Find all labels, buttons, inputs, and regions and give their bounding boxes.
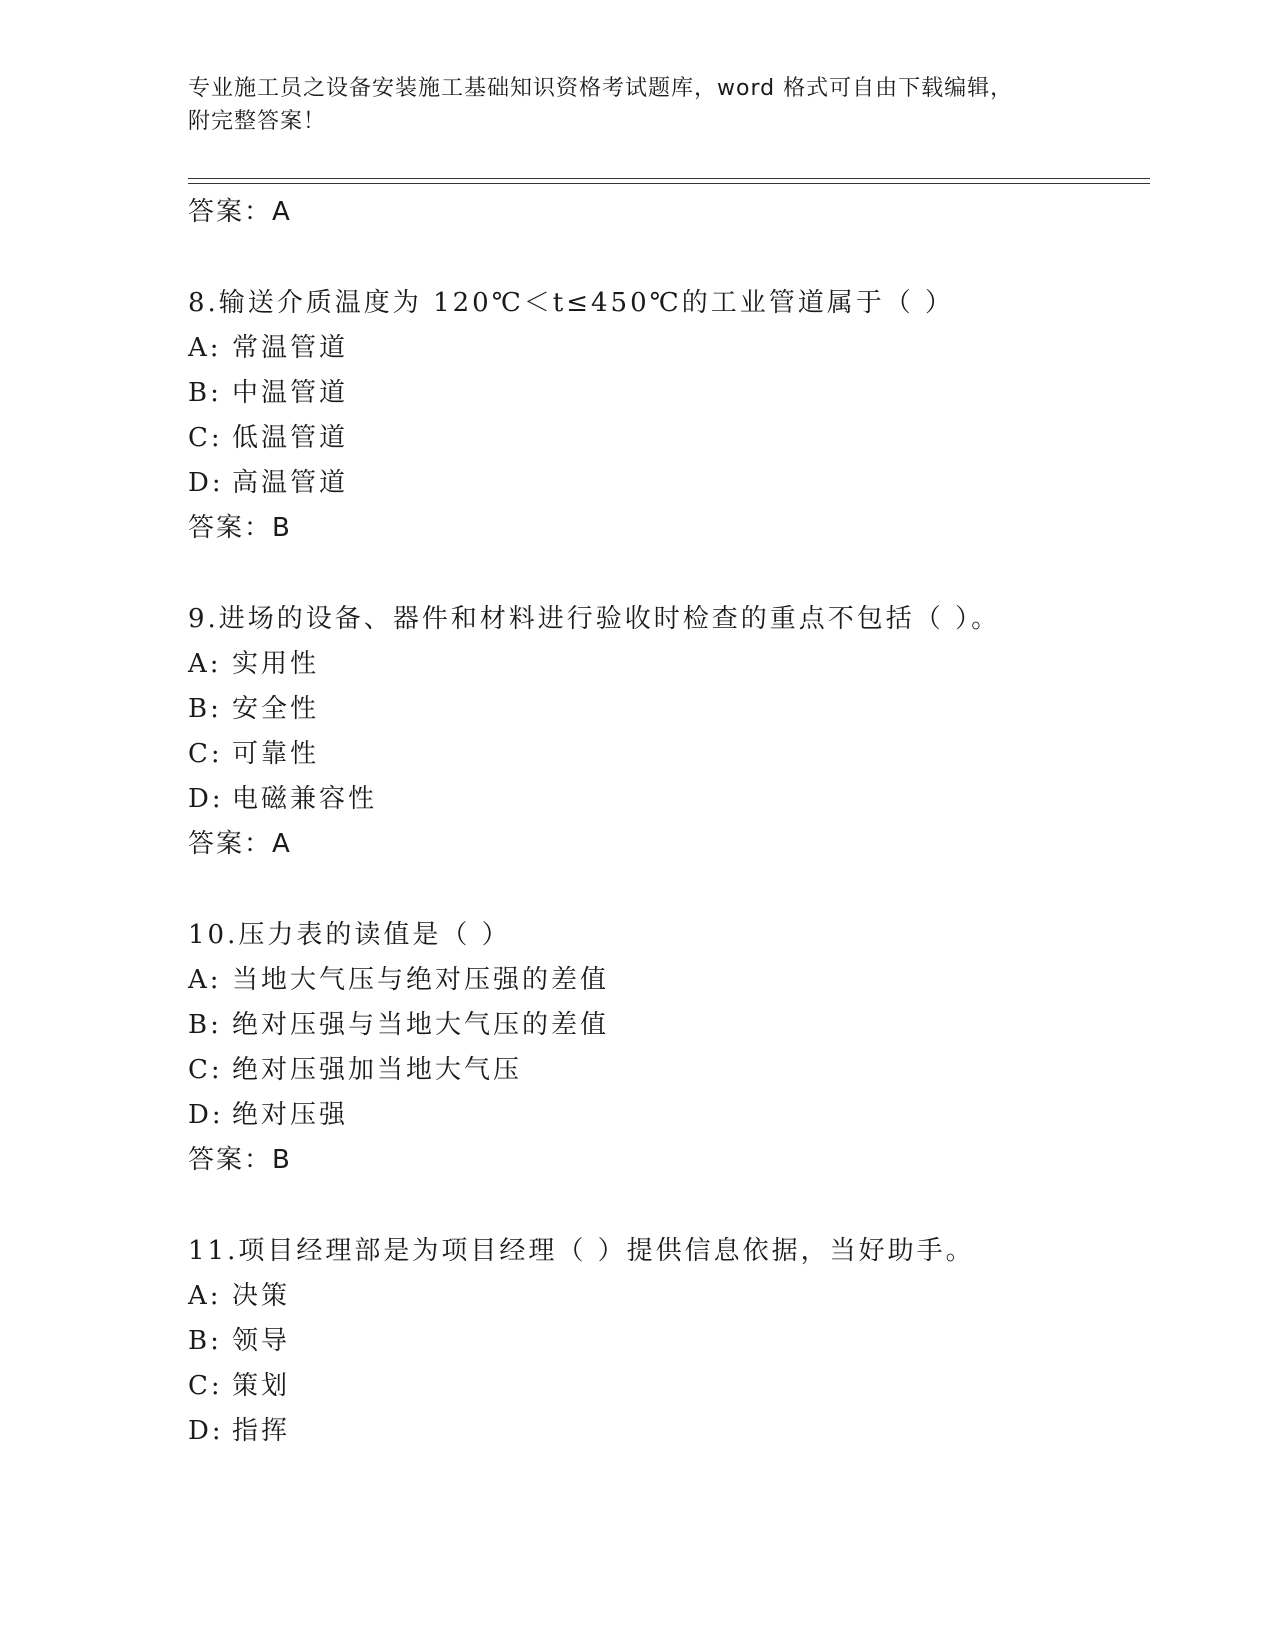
option-a	[188, 958, 1148, 1003]
answer-line: 答案：B	[188, 513, 292, 543]
option-d	[188, 461, 1148, 506]
option-c	[188, 732, 1148, 777]
option-label: A:	[188, 649, 222, 679]
option-label: D:	[188, 1416, 224, 1446]
option-c	[188, 1048, 1148, 1093]
option-b	[188, 371, 1148, 416]
answer-line: 答案：A	[188, 197, 292, 227]
option-text: 电磁兼容性	[232, 784, 378, 814]
option-text: 实用性	[232, 649, 320, 679]
option-label: D:	[188, 784, 224, 814]
option-a	[188, 642, 1148, 687]
option-label: B:	[188, 1010, 222, 1040]
option-text: 策划	[232, 1371, 291, 1401]
option-d	[188, 777, 1148, 822]
option-a	[188, 326, 1148, 371]
header-divider	[188, 178, 1150, 184]
option-a	[188, 1274, 1148, 1319]
option-b	[188, 1319, 1148, 1364]
option-b	[188, 687, 1148, 732]
answer-line: 答案：B	[188, 1145, 292, 1175]
header-line-1: 专业施工员之设备安装施工基础知识资格考试题库，word 格式可自由下载编辑，	[188, 76, 1014, 101]
option-c	[188, 416, 1148, 461]
option-text: 低温管道	[232, 423, 349, 453]
question-block	[188, 1229, 1148, 1454]
option-text: 绝对压强与当地大气压的差值	[232, 1010, 610, 1040]
option-text: 当地大气压与绝对压强的差值	[232, 965, 610, 995]
option-label: B:	[188, 378, 222, 408]
option-c	[188, 1364, 1148, 1409]
option-label: C:	[188, 423, 223, 453]
option-label: C:	[188, 1055, 223, 1085]
option-label: A:	[188, 333, 222, 363]
option-label: B:	[188, 694, 222, 724]
option-b	[188, 1003, 1148, 1048]
option-text: 安全性	[232, 694, 320, 724]
option-label: A:	[188, 1281, 222, 1311]
question-text: 8.输送介质温度为 120℃＜t≤450℃的工业管道属于（ ）	[188, 288, 954, 318]
document-header	[188, 72, 1088, 138]
option-label: D:	[188, 468, 224, 498]
option-label: B:	[188, 1326, 222, 1356]
question-block	[188, 597, 1148, 867]
option-text: 常温管道	[232, 333, 349, 363]
question-text: 11.项目经理部是为项目经理（ ）提供信息依据，当好助手。	[188, 1236, 975, 1266]
question-list	[188, 190, 1148, 1454]
option-text: 绝对压强加当地大气压	[232, 1055, 523, 1085]
header-line-2: 附完整答案！	[188, 109, 327, 134]
option-text: 领导	[232, 1326, 291, 1356]
option-text: 绝对压强	[232, 1100, 349, 1130]
option-label: A:	[188, 965, 222, 995]
question-text: 10.压力表的读值是（ ）	[188, 920, 511, 950]
option-label: D:	[188, 1100, 224, 1130]
option-d	[188, 1093, 1148, 1138]
question-block	[188, 281, 1148, 551]
question-block	[188, 913, 1148, 1183]
option-text: 中温管道	[232, 378, 349, 408]
option-text: 指挥	[232, 1416, 291, 1446]
option-text: 可靠性	[232, 739, 320, 769]
option-text: 高温管道	[232, 468, 349, 498]
option-label: C:	[188, 739, 223, 769]
option-text: 决策	[232, 1281, 291, 1311]
option-label: C:	[188, 1371, 223, 1401]
answer-line: 答案：A	[188, 829, 292, 859]
option-d	[188, 1409, 1148, 1454]
question-text: 9.进场的设备、器件和材料进行验收时检查的重点不包括（ ）。	[188, 604, 1001, 634]
